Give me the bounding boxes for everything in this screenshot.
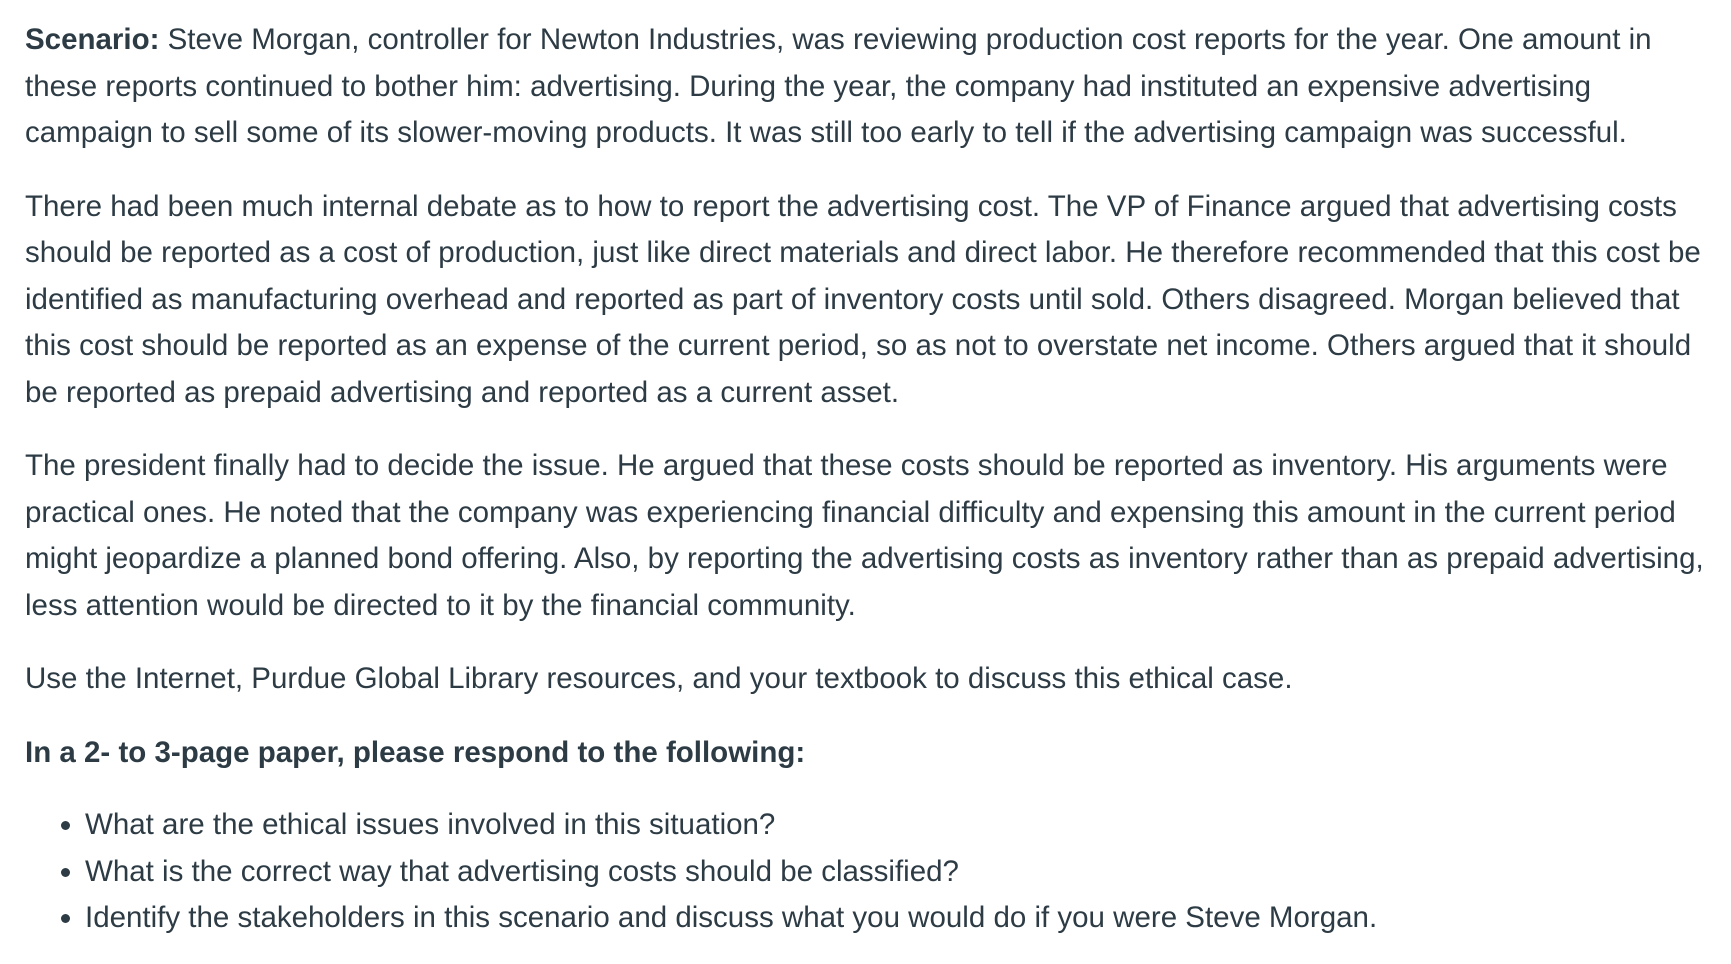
scenario-paragraph [25,17,1725,157]
debate-paragraph: There had been much internal debate as to how to report the advertising cost. The VP of Finance argued that advertising costs should be reported as a cost of production, just like direct materials and direct labor. He therefore recommended that this cost be identified as manufacturing overhead and reported as part of inventory costs until sold. Others disagreed. Morgan believed that this cost should be reported as an expense of the current period, so as not to overstate net income. Others argued that it should be reported as prepaid advertising and reported as a current asset. [25,189,1701,409]
assignment-content [25,17,1725,942]
list-item: • Identify the stakeholders in this scenario and discuss what you would do if you were Steve Morgan. [85,895,1725,942]
president-paragraph: The president finally had to decide the issue. He argued that these costs should be reported as inventory. His arguments were practical ones. He noted that the company was experiencing financial difficulty and expensing this amount in the current period might jeopardize a planned bond offering. Also, by reporting the advertising costs as inventory rather than as prepaid advertising, less attention would be directed to it by the financial community. [25,449,1704,622]
prompt-heading: In a 2- to 3-page paper, please respond to the following: [25,735,806,769]
instructions-paragraph: Use the Internet, Purdue Global Library resources, and your textbook to discuss this ethical case. [25,662,1293,695]
list-item: • What are the ethical issues involved in this situation? [85,802,1725,849]
list-item: • What is the correct way that advertising costs should be classified? [85,849,1725,896]
scenario-label: Scenario: [25,23,160,56]
question-list [25,802,1725,942]
scenario-text: Steve Morgan, controller for Newton Industries, was reviewing production cost reports for the year. One amount in these reports continued to bother him: advertising. During the year, the company had instituted an expensive advertising campaign to sell some of its slower-moving products. It was still too early to tell if the advertising campaign was successful. [25,23,1652,149]
